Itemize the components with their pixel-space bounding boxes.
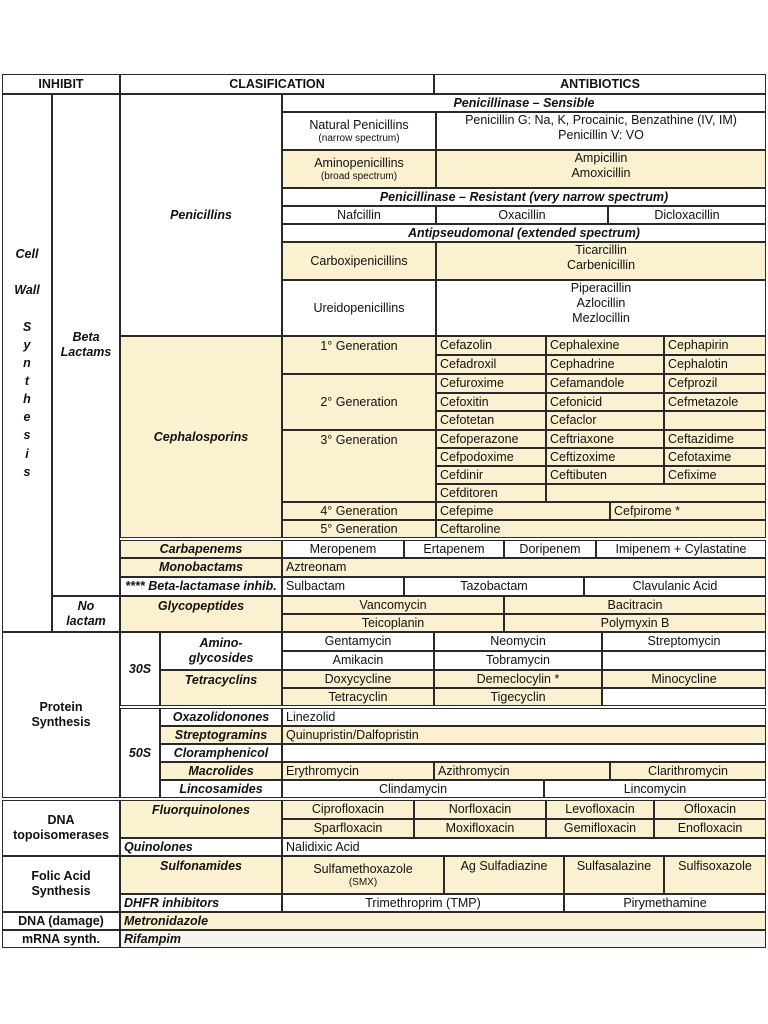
cell-glycopeptides: Glycopeptides [120,596,282,632]
cell-pen-sensible: Penicillinase – Sensible [282,94,766,112]
cell-cefaclor: Cefaclor [546,411,664,430]
cell-cephapirin: Cephapirin [664,336,766,355]
cell-line: Beta [72,330,100,344]
cell-line: No [77,599,95,613]
cell-cefonicid: Cefonicid [546,393,664,411]
cell-sparfloxacin: Sparfloxacin [282,819,414,838]
cell-betalactamase: **** Beta-lactamase inhib. [120,577,282,596]
cell-aminoglycosides [160,632,282,670]
cell-ceftibuten: Ceftibuten [546,466,664,484]
cell-line: s [23,428,31,443]
cell-line: Aminopenicillins [314,155,404,170]
cell-trimethroprim: Trimethroprim (TMP) [282,894,564,912]
cell-ofloxacin: Ofloxacin [654,800,766,819]
cell-monobactams: Monobactams [120,558,282,577]
cell-tetra-empty [602,688,766,706]
cell-line: Penicillin G: Na, K, Procainic, Benzathine (IV, IM) [465,113,737,127]
cell-demeclocylin: Demeclocylin * [434,670,602,688]
cell-cefdinir: Cefdinir [436,466,546,484]
cell-protein-synthesis [2,632,120,798]
cell-ciprofloxacin: Ciprofloxacin [282,800,414,819]
cell-h-clasification: CLASIFICATION [120,74,434,94]
cell-sulfisoxazole: Sulfisoxazole [664,856,766,894]
cell-h-inhibit: INHIBIT [2,74,120,94]
cell-cefuroxime: Cefuroxime [436,374,546,393]
cell-cefpodoxime: Cefpodoxime [436,448,546,466]
cell-imipenem: Imipenem + Cylastatine [596,540,766,558]
cell-line: Amino- [199,636,243,650]
cell-line: Synthesis [31,715,91,729]
cell-moxifloxacin: Moxifloxacin [414,819,546,838]
cell-line: Cell [15,247,39,262]
cell-line: topoisomerases [13,828,109,842]
cell-cephalotin: Cephalotin [664,355,766,374]
cell-carboxipen: Carboxipenicillins [282,242,436,280]
cell-folic-acid [2,856,120,912]
cell-oxazolidonones: Oxazolidonones [160,708,282,726]
cell-line: Mezlocillin [572,311,630,325]
cell-line: Piperacillin [570,281,632,295]
cell-line: i [25,446,29,461]
cell-s30: 30S [120,632,160,706]
cell-pirymethamine: Pirymethamine [564,894,766,912]
cell-tobramycin: Tobramycin [434,651,602,670]
cell-erythromycin: Erythromycin [282,762,434,780]
cell-cephalosporins: Cephalosporins [120,336,282,538]
cell-natural-pen [282,112,436,150]
cell-gen4: 4° Generation [282,502,436,520]
cell-line: Protein [39,700,83,714]
cell-cefotetan: Cefotetan [436,411,546,430]
cell-fluoroquinolones: Fluorquinolones [120,800,282,838]
cell-line: e [23,410,31,425]
cell-aztreonam: Aztreonam [282,558,766,577]
cell-vancomycin: Vancomycin [282,596,504,614]
cell-line: Ticarcillin [575,243,627,257]
cell-sulbactam: Sulbactam [282,577,404,596]
cell-gen2-empty [664,411,766,430]
cell-line: Amoxicillin [571,166,631,180]
cell-line: Penicillin V: VO [558,128,644,142]
cell-levofloxacin: Levofloxacin [546,800,654,819]
cell-gen3-empty [546,484,766,502]
cell-line: Synthesis [31,884,91,898]
cell-line: glycosides [188,651,254,665]
cell-clarithromycin: Clarithromycin [610,762,766,780]
cell-ureidopen-drugs [436,280,766,336]
cell-sulfonamides: Sulfonamides [120,856,282,894]
cell-cefprozil: Cefprozil [664,374,766,393]
cell-cefmetazole: Cefmetazole [664,393,766,411]
cell-cell-wall-synthesis [2,94,52,632]
cell-gentamycin: Gentamycin [282,632,434,651]
cell-cefepime: Cefepime [436,502,610,520]
cell-chloramphenicol: Cloramphenicol [160,744,282,762]
cell-cefazolin: Cefazolin [436,336,546,355]
cell-gen1: 1° Generation [282,336,436,374]
cell-lincosamides: Lincosamides [160,780,282,798]
cell-metronidazole: Metronidazole [120,912,766,930]
cell-rifampim: Rifampim [120,930,766,948]
cell-dhfr: DHFR inhibitors [120,894,282,912]
cell-dna-topoisomerases [2,800,120,856]
cell-line: (broad spectrum) [320,170,398,182]
cell-line: Azlocillin [576,296,626,310]
cell-line: Ampicillin [574,151,628,165]
cell-line: S [22,319,32,334]
cell-no-lactam [52,596,120,632]
cell-line: Carbenicillin [566,258,636,272]
cell-minocycline: Minocycline [602,670,766,688]
cell-doxycycline: Doxycycline [282,670,434,688]
cell-gen3: 3° Generation [282,430,436,502]
cell-line: t [24,374,30,389]
cell-teicoplanin: Teicoplanin [282,614,504,632]
cell-ceftazidime: Ceftazidime [664,430,766,448]
cell-clavulanic: Clavulanic Acid [584,577,766,596]
cell-macrolides: Macrolides [160,762,282,780]
cell-gen5: 5° Generation [282,520,436,538]
cell-ertapenem: Ertapenem [404,540,504,558]
cell-pen-resistant: Penicillinase – Resistant (very narrow spectrum) [282,188,766,206]
cell-cefoxitin: Cefoxitin [436,393,546,411]
cell-ureidopen: Ureidopenicillins [282,280,436,336]
cell-cefditoren: Cefditoren [436,484,546,502]
cell-s50: 50S [120,708,160,798]
cell-sulfamethoxazole [282,856,444,894]
cell-line: (narrow spectrum) [318,132,400,144]
cell-tigecyclin: Tigecyclin [434,688,602,706]
cell-line: n [23,355,31,370]
cell-line: Natural Penicillins [309,117,409,132]
cell-tazobactam: Tazobactam [404,577,584,596]
cell-mrna-synth: mRNA synth. [2,930,120,948]
cell-line: DNA [47,813,75,827]
cell-carboxipen-drugs [436,242,766,280]
cell-cefoperazone: Cefoperazone [436,430,546,448]
cell-quinupristin: Quinupristin/Dalfopristin [282,726,766,744]
cell-ceftaroline: Ceftaroline [436,520,766,538]
cell-enofloxacin: Enofloxacin [654,819,766,838]
cell-streptogramins: Streptogramins [160,726,282,744]
cell-sulfasalazine: Sulfasalazine [564,856,664,894]
cell-cefotaxime: Cefotaxime [664,448,766,466]
cell-streptomycin: Streptomycin [602,632,766,651]
cell-ceftizoxime: Ceftizoxime [546,448,664,466]
cell-nalidixic: Nalidixic Acid [282,838,766,856]
cell-cephadrine: Cephadrine [546,355,664,374]
cell-clindamycin: Clindamycin [282,780,544,798]
cell-dicloxacillin: Dicloxacillin [608,206,766,224]
cell-h-antibiotics: ANTIBIOTICS [434,74,766,94]
cell-norfloxacin: Norfloxacin [414,800,546,819]
cell-lincomycin: Lincomycin [544,780,766,798]
cell-line: Folic Acid [31,869,91,883]
cell-amikacin: Amikacin [282,651,434,670]
cell-line: lactam [66,614,106,628]
cell-line: Wall [14,283,40,298]
cell-amino-empty [602,651,766,670]
cell-dna-damage: DNA (damage) [2,912,120,930]
cell-meropenem: Meropenem [282,540,404,558]
cell-neomycin: Neomycin [434,632,602,651]
cell-cefadroxil: Cefadroxil [436,355,546,374]
cell-gen2: 2° Generation [282,374,436,430]
cell-cephalexine: Cephalexine [546,336,664,355]
cell-tetracyclin: Tetracyclin [282,688,434,706]
cell-aminopen-drugs [436,150,766,188]
cell-line: h [23,392,31,407]
cell-gemifloxacin: Gemifloxacin [546,819,654,838]
cell-doripenem: Doripenem [504,540,596,558]
cell-aminopen [282,150,436,188]
cell-tetracyclins: Tetracyclins [160,670,282,706]
cell-quinolones: Quinolones [120,838,282,856]
cell-natural-pen-drugs [436,112,766,150]
cell-line [25,263,28,281]
cell-polymyxin: Polymyxin B [504,614,766,632]
cell-line: Lactams [60,345,112,359]
cell-ag-sulfadiazine: Ag Sulfadiazine [444,856,564,894]
cell-bacitracin: Bacitracin [504,596,766,614]
cell-line: s [23,464,31,479]
cell-carbapenems: Carbapenems [120,540,282,558]
cell-chloramphenicol-empty [282,744,766,762]
cell-line: y [23,337,31,352]
cell-line: (SMX) [348,876,378,888]
cell-beta-lactams [52,94,120,596]
cell-cefamandole: Cefamandole [546,374,664,393]
cell-linezolid: Linezolid [282,708,766,726]
cell-azithromycin: Azithromycin [434,762,610,780]
cell-nafcillin: Nafcillin [282,206,436,224]
cell-penicillins: Penicillins [120,94,282,336]
cell-cefixime: Cefixime [664,466,766,484]
cell-line [25,300,28,318]
cell-ceftriaxone: Ceftriaxone [546,430,664,448]
cell-oxacillin: Oxacillin [436,206,608,224]
cell-cefpirome: Cefpirome * [610,502,766,520]
cell-antipseudomonal: Antipseudomonal (extended spectrum) [282,224,766,242]
cell-line: Sulfamethoxazole [313,861,413,876]
